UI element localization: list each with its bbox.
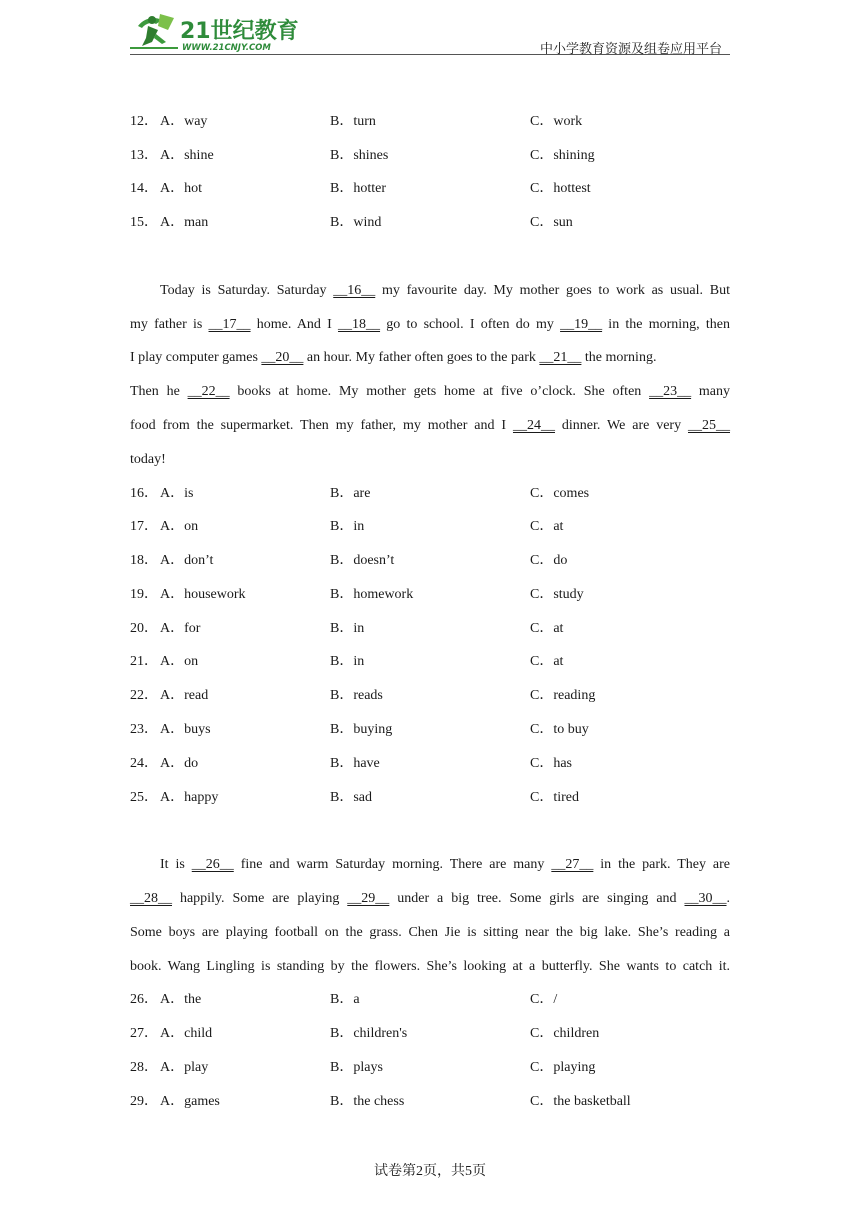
option-c: C．shining <box>530 148 595 163</box>
option-b: B．shines <box>330 148 389 163</box>
site-logo <box>130 8 305 54</box>
option-c: C．work <box>530 114 583 129</box>
header-divider <box>130 54 730 55</box>
option-c: C．study <box>530 587 584 602</box>
question-number: 28． <box>130 1060 158 1075</box>
blank: __18__ <box>338 317 381 332</box>
question-row <box>130 517 730 537</box>
option-c: C．tired <box>530 790 579 805</box>
question-row <box>130 619 730 639</box>
option-c: C．has <box>530 756 572 771</box>
blank: __17__ <box>208 317 251 332</box>
passage-line: It is __26__ fine and warm Saturday morning. There are many __27__ in the park. They are <box>160 857 730 872</box>
passage-line: book. Wang Lingling is standing by the flowers. She’s looking at a butterfly. She wants to catch it. <box>130 959 730 974</box>
question-number: 14． <box>130 181 158 196</box>
question-number: 13． <box>130 148 158 163</box>
option-a: A．happy <box>160 790 219 805</box>
passage-line: Today is Saturday. Saturday __16__ my favourite day. My mother goes to work as usual. But <box>160 283 730 298</box>
blank: __23__ <box>649 384 692 399</box>
question-number: 19． <box>130 587 158 602</box>
option-c: C．do <box>530 553 568 568</box>
site-name: 中小学教育资源及组卷应用平台 <box>539 42 722 57</box>
option-c: C．children <box>530 1026 600 1041</box>
blank: __19__ <box>560 317 603 332</box>
blank: __26__ <box>191 857 234 872</box>
option-a: A．don’t <box>160 553 214 568</box>
option-c: C．the basketball <box>530 1094 631 1109</box>
question-number: 27． <box>130 1026 158 1041</box>
blank: __28__ <box>130 891 172 906</box>
blank: __25__ <box>688 418 730 433</box>
option-b: B．in <box>330 519 365 534</box>
option-b: B．children's <box>330 1026 408 1041</box>
question-number: 22． <box>130 688 158 703</box>
option-c: C．at <box>530 654 564 669</box>
question-number: 24． <box>130 756 158 771</box>
option-b: B．wind <box>330 215 382 230</box>
option-c: C．to buy <box>530 722 589 737</box>
page-header <box>130 8 730 55</box>
option-a: A．housework <box>160 587 246 602</box>
option-b: B．have <box>330 756 380 771</box>
option-a: A．way <box>160 114 208 129</box>
option-a: A．play <box>160 1060 209 1075</box>
option-a: A．buys <box>160 722 211 737</box>
question-row <box>130 652 730 672</box>
question-row <box>130 551 730 571</box>
question-number: 26． <box>130 992 158 1007</box>
option-a: A．is <box>160 486 194 501</box>
blank: __24__ <box>512 418 555 433</box>
question-row <box>130 720 730 740</box>
option-c: C．comes <box>530 486 590 501</box>
question-number: 23． <box>130 722 158 737</box>
question-number: 25． <box>130 790 158 805</box>
question-row <box>130 213 730 233</box>
question-row <box>130 484 730 504</box>
option-a: A．for <box>160 621 201 636</box>
option-a: A．shine <box>160 148 214 163</box>
question-number: 12． <box>130 114 158 129</box>
question-row <box>130 990 730 1010</box>
passage-line: __28__ happily. Some are playing __29__ under a big tree. Some girls are singing and __30__. <box>130 891 730 906</box>
question-row <box>130 754 730 774</box>
passage-line: I play computer games __20__ an hour. My father often goes to the park __21__ the morning. <box>130 350 657 365</box>
question-number: 17． <box>130 519 158 534</box>
blank: __20__ <box>261 350 304 365</box>
passage-line: today! <box>130 452 166 467</box>
question-row <box>130 179 730 199</box>
question-row <box>130 686 730 706</box>
blank: __29__ <box>347 891 390 906</box>
page-footer: 试卷第2页，共5页 <box>374 1164 486 1179</box>
question-number: 15． <box>130 215 158 230</box>
question-row <box>130 112 730 132</box>
option-b: B．buying <box>330 722 393 737</box>
option-b: B．reads <box>330 688 383 703</box>
blank: __27__ <box>551 857 594 872</box>
option-b: B．plays <box>330 1060 383 1075</box>
question-row <box>130 146 730 166</box>
option-a: A．on <box>160 519 199 534</box>
option-b: B．doesn’t <box>330 553 395 568</box>
blank: __16__ <box>333 283 376 298</box>
option-c: C．hottest <box>530 181 591 196</box>
option-a: A．hot <box>160 181 202 196</box>
question-row <box>130 1058 730 1078</box>
option-a: A．the <box>160 992 202 1007</box>
question-row <box>130 1024 730 1044</box>
option-a: A．on <box>160 654 199 669</box>
option-b: B．sad <box>330 790 372 805</box>
option-b: B．turn <box>330 114 376 129</box>
question-number: 20． <box>130 621 158 636</box>
question-row <box>130 585 730 605</box>
question-row <box>130 788 730 808</box>
option-c: C．at <box>530 519 564 534</box>
option-c: C．sun <box>530 215 573 230</box>
question-number: 29． <box>130 1094 158 1109</box>
option-b: B．homework <box>330 587 414 602</box>
question-row <box>130 1092 730 1112</box>
option-a: A．child <box>160 1026 213 1041</box>
option-c: C．/ <box>530 992 558 1007</box>
passage-line: food from the supermarket. Then my father, my mother and I __24__ dinner. We are very __25__ <box>130 418 730 433</box>
option-c: C．reading <box>530 688 596 703</box>
option-a: A．do <box>160 756 199 771</box>
option-c: C．at <box>530 621 564 636</box>
svg-text:WWW.21CNJY.COM: WWW.21CNJY.COM <box>182 43 271 53</box>
option-b: B．hotter <box>330 181 386 196</box>
passage-line: Some boys are playing football on the grass. Chen Jie is sitting near the big lake. She’s reading a <box>130 925 730 940</box>
option-a: A．man <box>160 215 209 230</box>
option-a: A．read <box>160 688 209 703</box>
option-b: B．are <box>330 486 371 501</box>
option-b: B．the chess <box>330 1094 405 1109</box>
question-number: 16． <box>130 486 158 501</box>
option-c: C．playing <box>530 1060 596 1075</box>
option-b: B．a <box>330 992 360 1007</box>
blank: __30__ <box>684 891 727 906</box>
svg-text:21世纪教育: 21世纪教育 <box>180 19 299 44</box>
blank: __21__ <box>539 350 582 365</box>
passage-line: my father is __17__ home. And I __18__ go to school. I often do my __19__ in the morning, then <box>130 317 731 332</box>
blank: __22__ <box>187 384 230 399</box>
option-b: B．in <box>330 654 365 669</box>
option-b: B．in <box>330 621 365 636</box>
question-number: 18． <box>130 553 158 568</box>
passage-line: Then he __22__ books at home. My mother gets home at five o’clock. She often __23__ many <box>130 384 731 399</box>
question-number: 21． <box>130 654 158 669</box>
option-a: A．games <box>160 1094 220 1109</box>
